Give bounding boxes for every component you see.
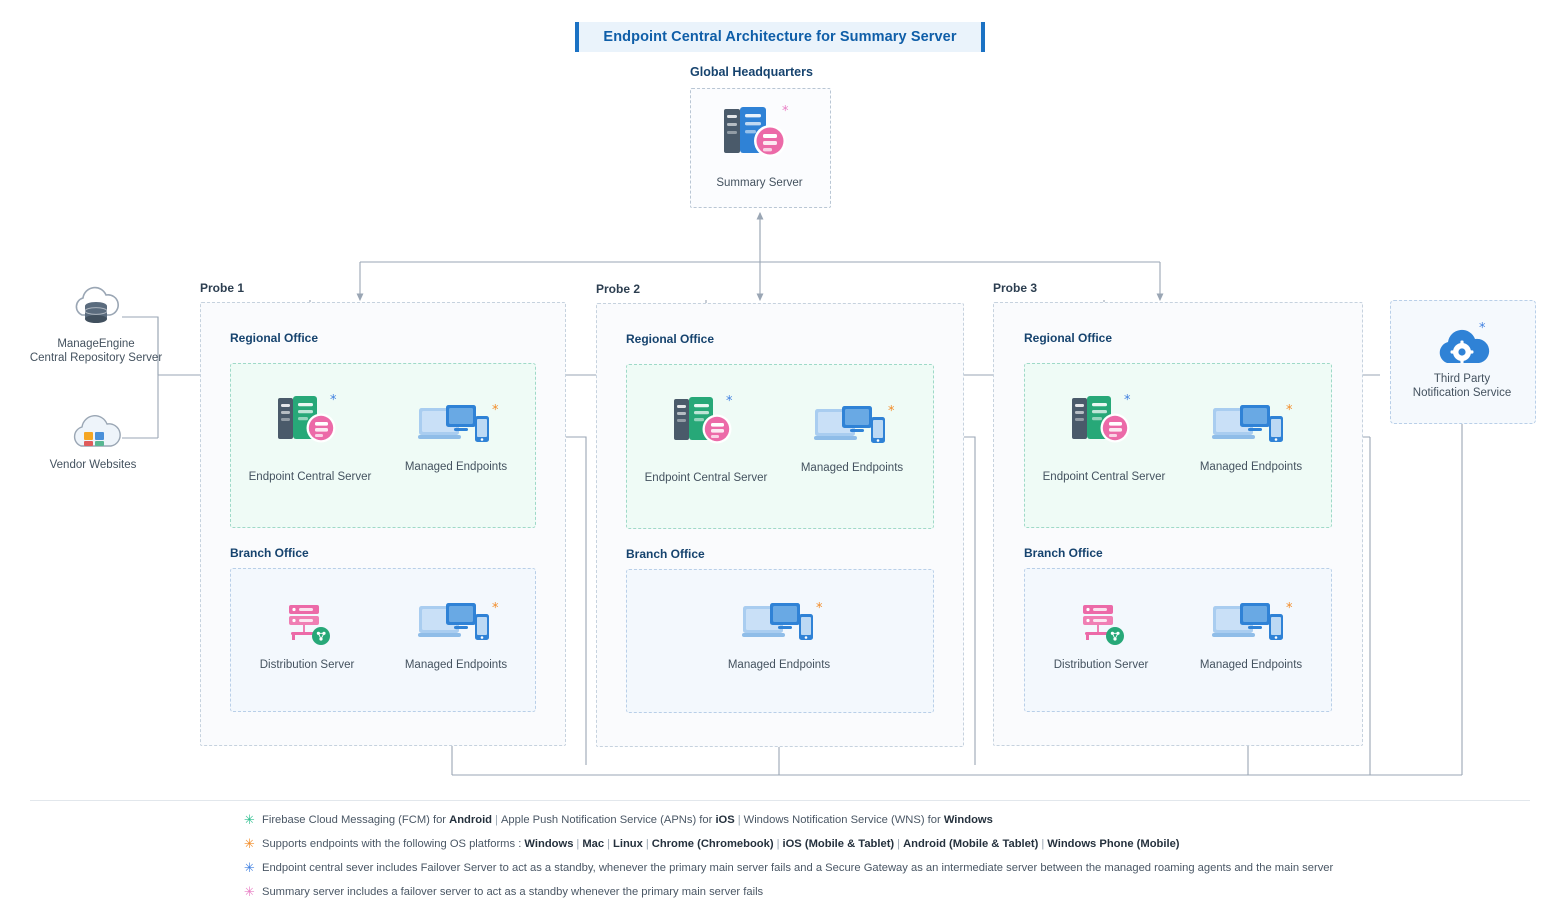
third-party-notification-label-line2: Notification Service [1412, 387, 1512, 399]
legend-item-4: Summary server includes a failover server to act as a standby whenever the primary main server fails [262, 886, 764, 898]
cloud-vendor-icon [66, 412, 124, 459]
probe-3-endpoint-central-server-label: Endpoint Central Server [1042, 471, 1166, 483]
managed-endpoints-icon [742, 602, 816, 655]
managed-endpoints-icon [418, 602, 492, 655]
probe-2-branch-endpoints-star-icon: * [816, 601, 823, 616]
managed-endpoints-icon [1212, 602, 1286, 655]
managed-endpoints-icon [814, 405, 888, 458]
cloud-database-icon [68, 285, 124, 336]
central-repository-label-line2: Central Repository Server [29, 352, 163, 364]
diagram-title-text: Endpoint Central Architecture for Summary Server [603, 29, 957, 45]
summary-server-star-icon: * [782, 104, 789, 119]
legend-star-icon-4: ✳ [244, 885, 255, 900]
probe-2-managed-endpoints-label: Managed Endpoints [800, 462, 904, 474]
probe-2-server-star-icon: * [726, 394, 733, 409]
central-repository-label-line1: ManageEngine [57, 338, 135, 350]
probe-3-branch-managed-endpoints-label: Managed Endpoints [1199, 659, 1303, 671]
probe-1-branch-endpoints-star-icon: * [492, 601, 499, 616]
legend-2-seg-3: Mac [582, 838, 605, 850]
legend-star-icon-2: ✳ [244, 837, 255, 852]
probe-2-label: Probe 2 [596, 282, 641, 296]
notification-star-icon: * [1479, 321, 1486, 336]
probe-1-branch-managed-endpoints-label: Managed Endpoints [404, 659, 508, 671]
probe-1-regional-label: Regional Office [230, 331, 319, 345]
legend-item-1 [262, 814, 993, 826]
probe-1-label: Probe 1 [200, 281, 245, 295]
legend-divider [30, 800, 1530, 801]
probe-1-distribution-server-label: Distribution Server [259, 659, 355, 671]
probe-1-branch-label: Branch Office [230, 546, 309, 560]
legend-1-seg-8: Windows [943, 814, 993, 826]
probe-2-branch-label: Branch Office [626, 547, 705, 561]
diagram-title [575, 22, 985, 52]
legend-2-seg-4: Linux [613, 838, 643, 850]
probe-2-endpoint-central-server-label: Endpoint Central Server [644, 472, 768, 484]
legend-2-seg-5: Chrome (Chromebook) [651, 838, 774, 850]
managed-endpoints-icon [418, 404, 492, 457]
legend-star-icon-3: ✳ [244, 861, 255, 876]
third-party-notification-label-line1: Third Party [1433, 373, 1491, 385]
probe-1-server-star-icon: * [330, 393, 337, 408]
distribution-server-icon [1077, 602, 1127, 653]
probe-2-branch-managed-endpoints-label: Managed Endpoints [727, 659, 831, 671]
vendor-websites-label: Vendor Websites [49, 459, 137, 471]
probe-3-label: Probe 3 [993, 281, 1038, 295]
global-headquarters-label: Global Headquarters [690, 65, 813, 79]
legend-star-icon-1: ✳ [244, 813, 255, 828]
probe-3-branch-label: Branch Office [1024, 546, 1103, 560]
legend-2-seg-8: Windows Phone (Mobile) [1047, 838, 1180, 850]
legend-1-seg-5: iOS [715, 814, 735, 826]
probe-2-endpoints-star-icon: * [888, 404, 895, 419]
legend-1-seg-4: Apple Push Notification Service (APNs) for [500, 814, 716, 826]
legend-2-seg-6: iOS (Mobile & Tablet) [782, 838, 895, 850]
legend-2-seg-2: Windows [524, 838, 574, 850]
probe-1-managed-endpoints-label: Managed Endpoints [404, 461, 508, 473]
legend-1-seg-1: Firebase Cloud Messaging (FCM) for [262, 814, 450, 826]
legend-item-3: Endpoint central sever includes Failover Server to act as a standby, whenever the primary main server fails and a Secure Gateway as an intermediate server between the managed roaming agents and the main server [262, 862, 1334, 874]
distribution-server-icon [283, 602, 333, 653]
managed-endpoints-icon [1212, 404, 1286, 457]
probe-1-endpoint-central-server-label: Endpoint Central Server [248, 471, 372, 483]
probe-3-managed-endpoints-label: Managed Endpoints [1199, 461, 1303, 473]
summary-server-label: Summary Server [716, 177, 803, 189]
legend-1-seg-7: Windows Notification Service (WNS) for [743, 814, 944, 826]
legend-item-2: Supports endpoints with the following OS platforms : Windows | Mac | Linux | Chrome (Chromebook) | iOS (Mobile & Tablet) | Android (Mobile & Tablet) | Windows Phone (Mobile) [262, 838, 1180, 850]
legend-2-seg-7: Android (Mobile & Tablet) [903, 838, 1039, 850]
probe-3-distribution-server-label: Distribution Server [1053, 659, 1149, 671]
probe-3-server-star-icon: * [1124, 393, 1131, 408]
probe-3-branch-endpoints-star-icon: * [1286, 601, 1293, 616]
legend-1-seg-6: | [737, 814, 741, 826]
probe-2-regional-label: Regional Office [626, 332, 715, 346]
probe-3-endpoints-star-icon: * [1286, 403, 1293, 418]
legend-2-seg-1: Supports endpoints with the following OS platforms : [262, 838, 525, 850]
legend-1-seg-3: | [495, 814, 498, 826]
legend-1-seg-2: Android [449, 814, 493, 826]
probe-1-endpoints-star-icon: * [492, 403, 499, 418]
probe-3-regional-label: Regional Office [1024, 331, 1113, 345]
